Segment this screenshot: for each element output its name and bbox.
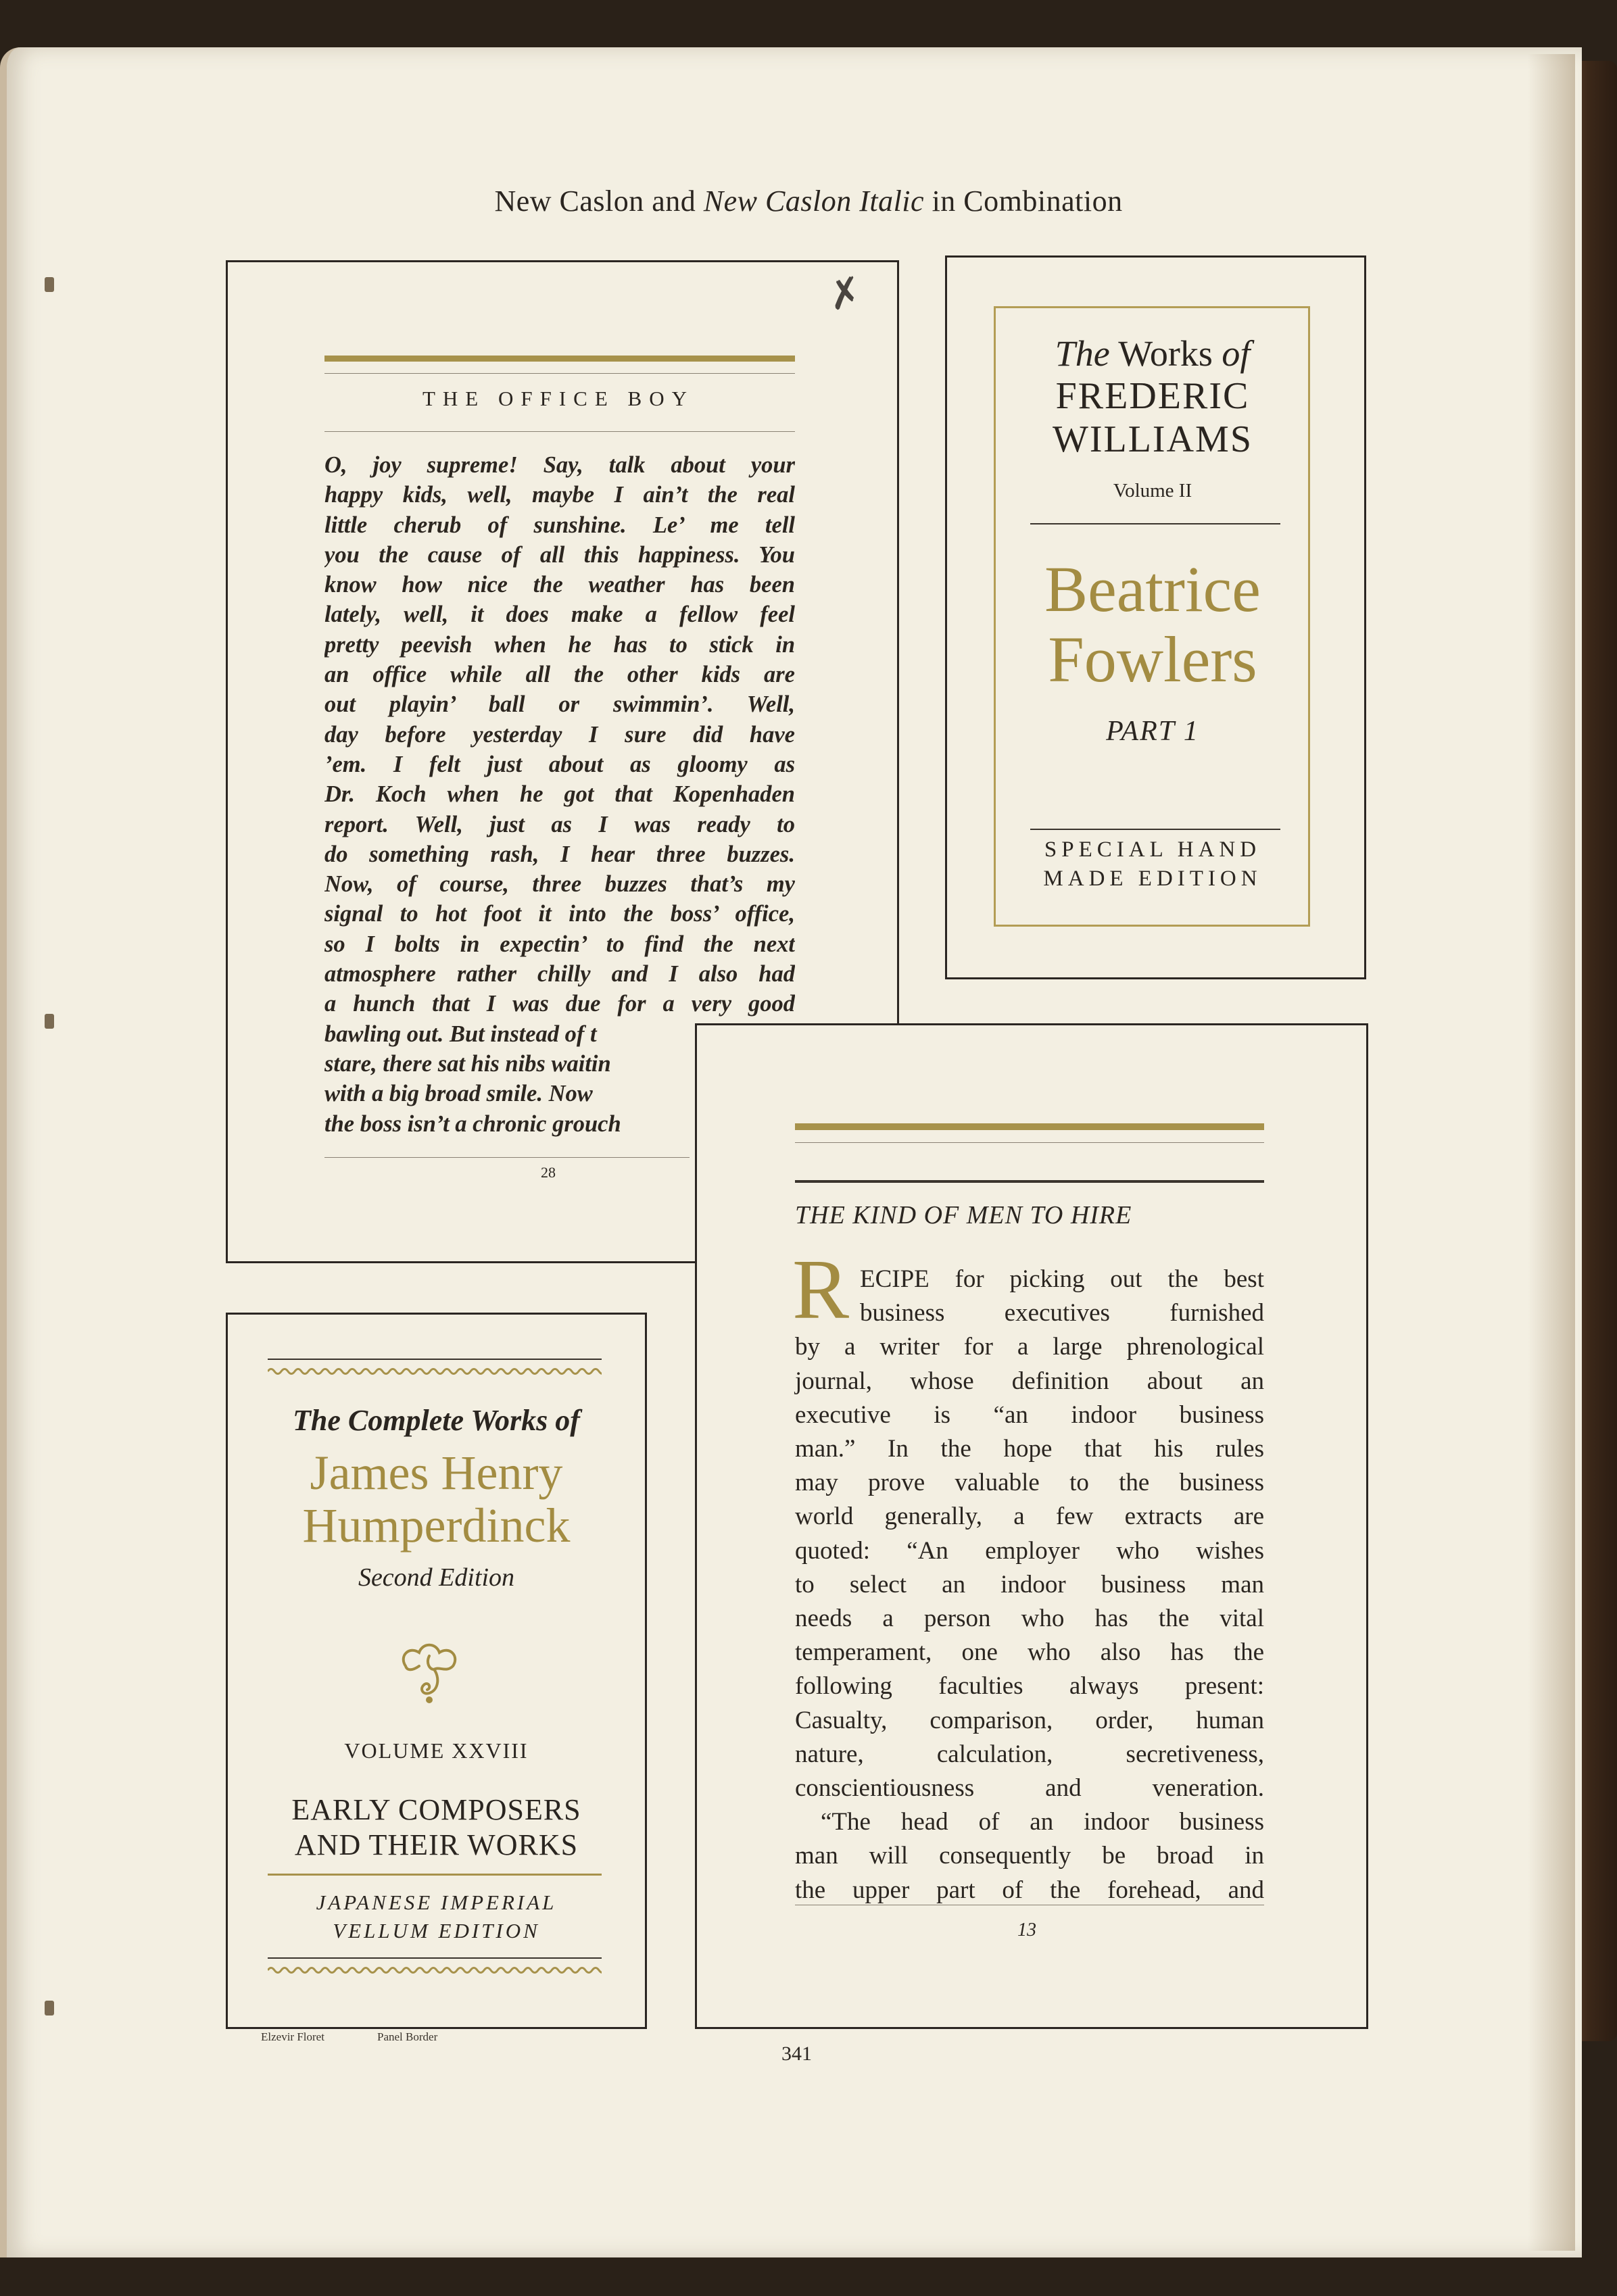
office-boy-line: stare, there sat his nibs waitin — [324, 1050, 611, 1077]
kind-of-men-line: following faculties always present: — [795, 1672, 1264, 1701]
divider-rule — [268, 1957, 602, 1959]
volume-label: VOLUME XXVIII — [344, 1738, 529, 1763]
volume-label: Volume II — [1113, 480, 1192, 502]
kind-of-men-body — [795, 1263, 1264, 1907]
book-title — [228, 1792, 645, 1863]
caption-panel-border: Panel Border — [377, 2030, 438, 2043]
paper-edition-line: JAPANESE IMPERIAL — [316, 1890, 557, 1914]
office-boy-line: little cherub of sunshine. Le’ me tell — [324, 512, 795, 538]
part-label: PART 1 — [1106, 716, 1199, 747]
kind-of-men-line: the upper part of the forehead, and — [795, 1876, 1264, 1904]
divider-rule — [268, 1359, 602, 1360]
elzevir-floret-border — [268, 1367, 602, 1376]
kind-of-men-heading: THE KIND OF MEN TO HIRE — [795, 1201, 1132, 1229]
office-boy-line: a hunch that I was due for a very good — [324, 991, 795, 1017]
gold-rule — [795, 1123, 1264, 1130]
kind-of-men-line: Casualty, comparison, order, human — [795, 1706, 1264, 1734]
office-boy-line: O, joy supreme! Say, talk about your — [324, 452, 795, 478]
title-italic-part: New Caslon Italic — [703, 185, 925, 218]
office-boy-line: Dr. Koch when he got that Kopenhaden — [324, 781, 795, 808]
gold-rule — [324, 356, 795, 362]
paper-edition-label — [228, 1888, 645, 1945]
hair-rule — [795, 1142, 1264, 1143]
kind-of-men-line: executive is “an indoor business — [795, 1400, 1264, 1429]
edition-line: SPECIAL HAND — [1044, 837, 1261, 862]
binding-tack — [45, 1014, 54, 1029]
office-boy-line: you the cause of all this happiness. You — [324, 541, 795, 568]
binding-tack — [45, 277, 54, 292]
office-boy-page-number: 28 — [541, 1164, 556, 1181]
office-boy-line: signal to hot foot it into the boss’ office, — [324, 901, 795, 927]
office-boy-line: lately, well, it does make a fellow feel — [324, 602, 795, 628]
kind-of-men-line: needs a person who has the vital — [795, 1605, 1264, 1633]
works-word: Works — [1118, 333, 1213, 374]
office-boy-line: know how nice the weather has been — [324, 572, 795, 598]
complete-works-line: The Complete Works of — [293, 1404, 580, 1437]
office-boy-line: happy kids, well, maybe I ain’t the real — [324, 482, 795, 508]
composer-name-line: Humperdinck — [302, 1498, 571, 1553]
edition-label — [996, 835, 1309, 894]
kind-of-men-line: conscientiousness and veneration. — [795, 1774, 1264, 1803]
edition-line: MADE EDITION — [1043, 866, 1262, 891]
kind-of-men-line: world generally, a few extracts are — [795, 1503, 1264, 1531]
book-title-line: Beatrice — [1044, 553, 1261, 625]
office-boy-line: with a big broad smile. Now — [324, 1081, 593, 1107]
office-boy-line: out playin’ ball or swimmin’. Well, — [324, 691, 795, 718]
hair-rule — [324, 431, 795, 432]
office-boy-line: do something rash, I hear three buzzes. — [324, 841, 795, 867]
kind-of-men-line: nature, calculation, secretiveness, — [795, 1740, 1264, 1768]
kind-of-men-line: to select an indoor business man — [795, 1570, 1264, 1598]
kind-of-men-line: “The head of an indoor business — [821, 1808, 1264, 1836]
works-of-line — [996, 333, 1309, 374]
author-name — [996, 374, 1309, 461]
office-boy-heading: THE OFFICE BOY — [422, 387, 694, 410]
composer-name-line: James Henry — [310, 1446, 563, 1500]
composer-name — [228, 1446, 645, 1552]
office-boy-line: pretty peevish when he has to stick in — [324, 631, 795, 658]
hair-rule — [324, 373, 795, 374]
kind-of-men-line: ECIPE for picking out the best — [860, 1265, 1264, 1293]
kind-of-men-line: journal, whose definition about an — [795, 1367, 1264, 1395]
title-part: in Combination — [932, 185, 1123, 218]
kind-of-men-line: quoted: “An employer who wishes — [795, 1536, 1264, 1565]
kind-of-men-line: temperament, one who also has the — [795, 1638, 1264, 1667]
the-word: The — [1055, 333, 1110, 374]
pencil-mark: ✗ — [823, 267, 867, 321]
divider-rule — [1030, 829, 1280, 830]
divider-rule — [795, 1180, 1264, 1183]
of-word: of — [1222, 333, 1251, 374]
office-boy-line: an office while all the other kids are — [324, 662, 795, 688]
edition-label: Second Edition — [358, 1563, 515, 1592]
floral-ornament-icon — [392, 1629, 466, 1710]
book-title-line: Fowlers — [1048, 623, 1257, 695]
binding-tack — [45, 2001, 54, 2016]
author-first-name: FREDERIC — [1055, 375, 1250, 417]
book-title-line: EARLY COMPOSERS — [291, 1793, 581, 1826]
office-boy-line: bawling out. But instead of t — [324, 1021, 597, 1047]
hair-rule — [324, 1157, 690, 1158]
author-last-name: WILLIAMS — [1053, 418, 1253, 460]
office-boy-line: so I bolts in expectin’ to find the next — [324, 931, 795, 957]
kind-of-men-line: by a writer for a large phrenological — [795, 1333, 1264, 1361]
kind-of-men-line: man will consequently be broad in — [795, 1842, 1264, 1870]
book-title — [996, 554, 1309, 695]
title-part: New Caslon and — [494, 185, 696, 218]
office-boy-line: day before yesterday I sure did have — [324, 721, 795, 748]
kind-of-men-page-number: 13 — [1017, 1920, 1036, 1940]
kind-of-men-line: man.” In the hope that his rules — [795, 1435, 1264, 1463]
drop-cap: R — [792, 1243, 850, 1337]
page-number: 341 — [781, 2043, 812, 2065]
gold-rule — [268, 1874, 602, 1876]
kind-of-men-line: may prove valuable to the business — [795, 1469, 1264, 1497]
office-boy-line: report. Well, just as I was ready to — [324, 811, 795, 837]
office-boy-line: Now, of course, three buzzes that’s my — [324, 871, 795, 898]
book-title-line: AND THEIR WORKS — [294, 1828, 579, 1861]
office-boy-line: atmosphere rather chilly and I also had — [324, 961, 795, 987]
office-boy-line: ’em. I felt just about as gloomy as — [324, 751, 795, 777]
divider-rule — [1030, 523, 1280, 524]
caption-elzevir-floret: Elzevir Floret — [261, 2030, 324, 2043]
paper-edition-line: VELLUM EDITION — [333, 1919, 540, 1943]
page-edge-shadow — [1528, 54, 1575, 2251]
office-boy-line: the boss isn’t a chronic grouch — [324, 1110, 621, 1137]
elzevir-floret-border — [268, 1965, 602, 1975]
page-title — [0, 184, 1617, 218]
kind-of-men-line: business executives furnished — [860, 1299, 1264, 1327]
